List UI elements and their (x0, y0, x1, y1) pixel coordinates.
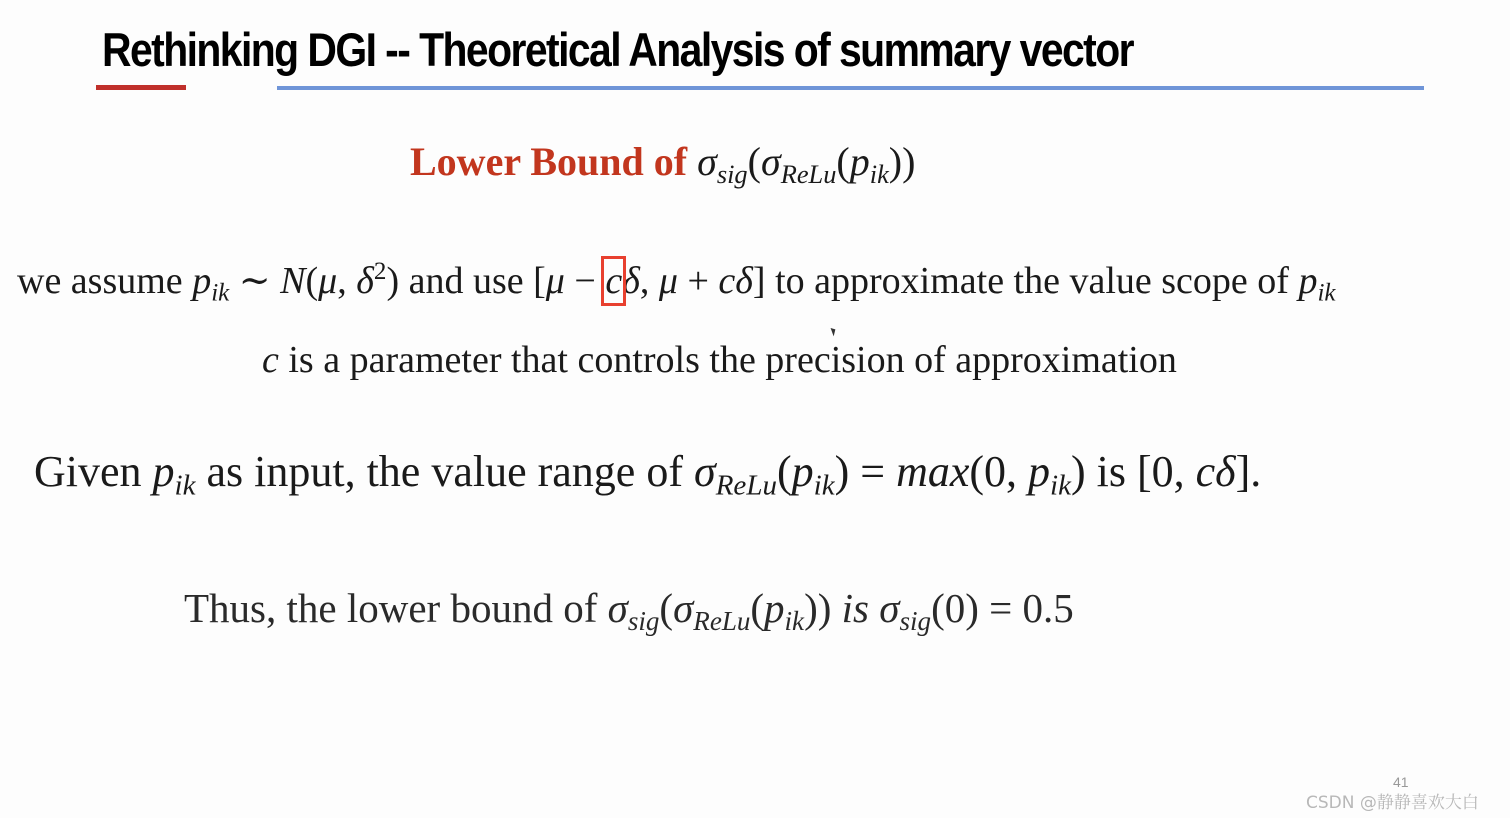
subtitle-formula: $\sigma_{sig}(\sigma_{ReLu}(p_{ik}))$ (697, 139, 916, 189)
subtitle (410, 138, 916, 189)
mouse-cursor-icon (831, 327, 838, 337)
title-underline-accent (96, 85, 186, 90)
conclusion-line: Thus, the lower bound of $\sigma_{sig}(\sigma_{ReLu}(p_{ik}))$ is $\sigma_{sig}(0) = 0.5$ (184, 585, 1074, 637)
watermark: CSDN @静静喜欢大白 (1306, 793, 1479, 813)
highlighted-c-box: c (605, 260, 623, 302)
slide-title: Rethinking DGI -- Theoretical Analysis of summary vector (102, 23, 1133, 76)
page-number: 41 (1393, 774, 1409, 790)
title-underline (277, 86, 1424, 90)
subtitle-text: Lower Bound of (410, 139, 688, 184)
assumption-line: we assume $p_{ik}$ ∼ N(μ, $\delta^2$) and use [μ − cδ, μ + cδ] to approximate the value scope of $p_{ik}$ (17, 258, 1336, 307)
parameter-line: c is a parameter that controls the precision of approximation (262, 339, 1177, 381)
value-range-line: Given $p_{ik}$ as input, the value range of $\sigma_{ReLu}(p_{ik}) = \max(0$, $p_{ik}$) is [0, cδ]. (34, 447, 1262, 502)
